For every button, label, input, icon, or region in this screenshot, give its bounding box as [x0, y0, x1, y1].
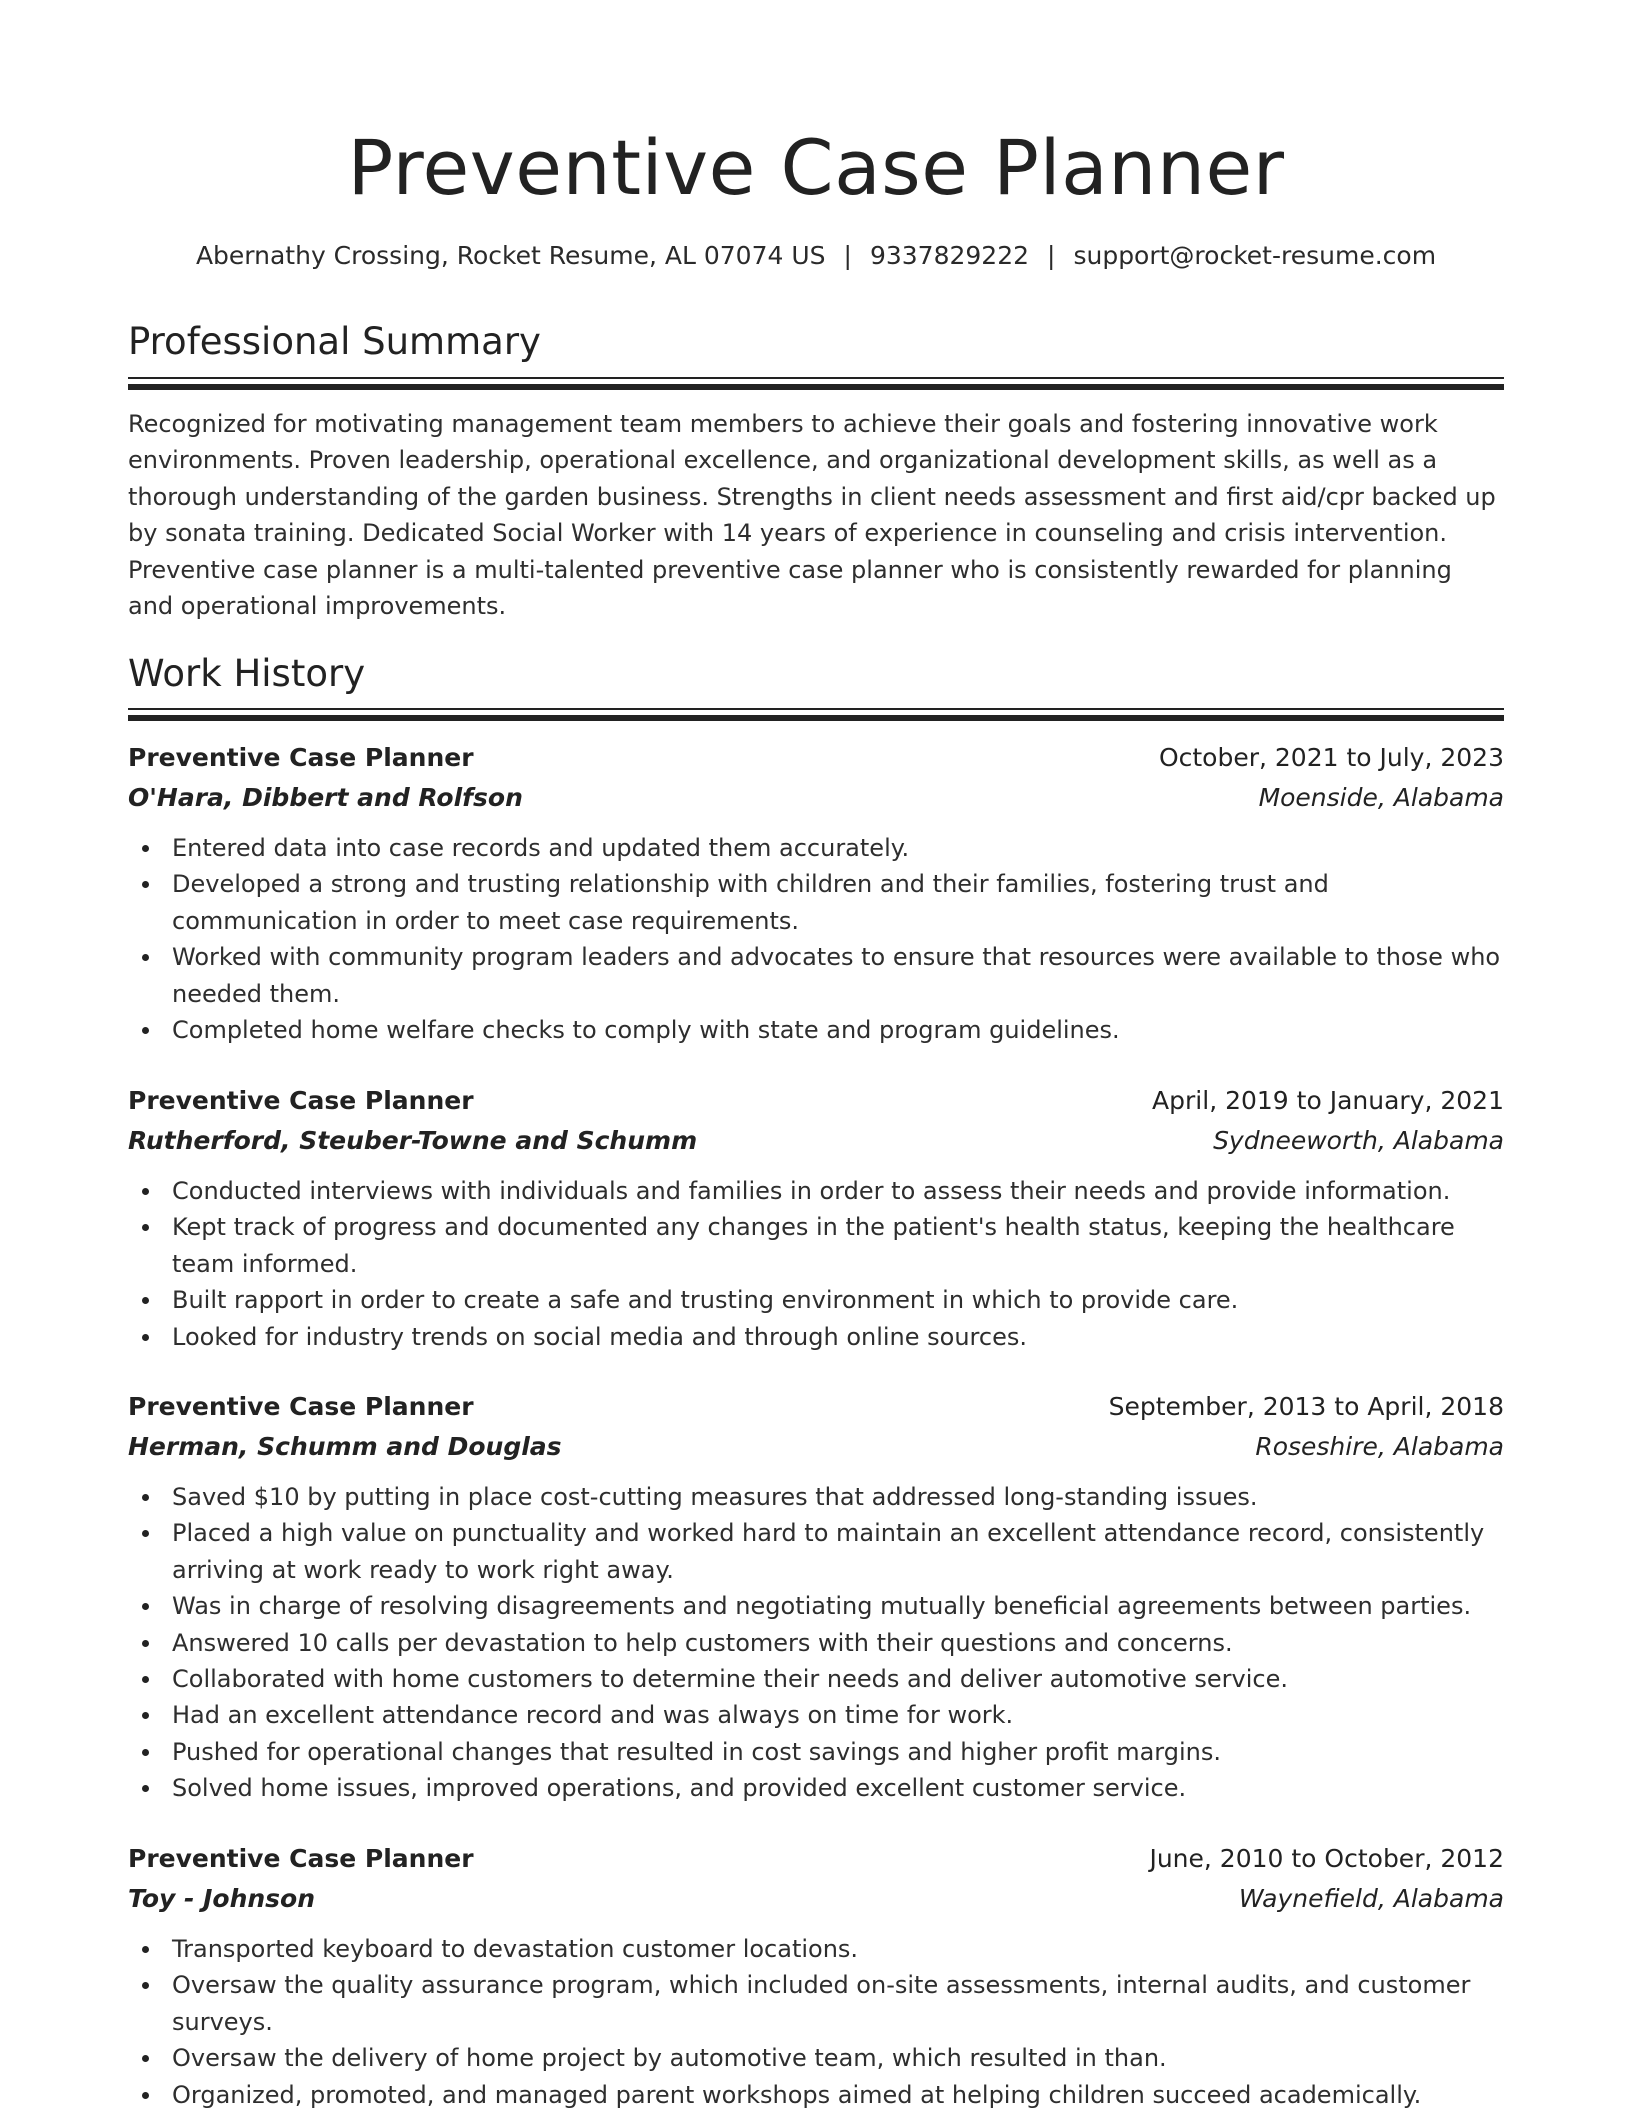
job-company: O'Hara, Dibbert and Rolfson: [128, 783, 523, 812]
job-bullet: [128, 1209, 1504, 1282]
job-bullet-text: Oversaw the delivery of home project by automotive team, which resulted in than.: [172, 2044, 1167, 2073]
job-bullet-text: Had an excellent attendance record and was always on time for work.: [172, 1701, 1014, 1730]
job-entry: [128, 1839, 1504, 2113]
job-bullet: [128, 866, 1504, 939]
job-bullet: [128, 1588, 1504, 1624]
job-bullet-list: [128, 1479, 1504, 1807]
job-location: Roseshire, Alabama: [1255, 1432, 1504, 1461]
job-bullet-text: Transported keyboard to devastation customer locations.: [172, 1935, 859, 1963]
job-bullet: [128, 1661, 1504, 1697]
job-entry: [128, 1081, 1504, 1355]
job-bullet-text: Kept track of progress and documented any changes in the patient's health status, keeping the healthcare team informed.: [172, 1213, 1455, 1278]
job-bullet-list: [128, 1931, 1504, 2113]
bullet-icon: [142, 1712, 149, 1719]
job-bullet: [128, 1173, 1504, 1209]
job-bullet-text: Entered data into case records and updated them accurately.: [172, 834, 910, 862]
job-bullet: [128, 1319, 1504, 1355]
bullet-icon: [142, 1188, 149, 1195]
job-bullet: [128, 1697, 1504, 1733]
job-location: Sydneeworth, Alabama: [1213, 1126, 1504, 1155]
section-heading-summary: Professional Summary: [128, 320, 541, 363]
job-dates: June, 2010 to October, 2012: [1149, 1844, 1504, 1873]
job-bullet: [128, 2077, 1504, 2113]
job-bullet: [128, 1012, 1504, 1048]
job-title: Preventive Case Planner: [128, 743, 474, 772]
bullet-icon: [142, 2055, 149, 2062]
job-bullet: [128, 1282, 1504, 1318]
job-bullet-text: Developed a strong and trusting relationship with children and their families, fostering trust and communication in order to meet case requirements.: [172, 870, 1329, 935]
job-bullet-text: Answered 10 calls per devastation to help customers with their questions and concerns.: [172, 1628, 1233, 1657]
job-bullet: [128, 1931, 1504, 1967]
bullet-icon: [142, 1224, 149, 1231]
job-entry: [128, 738, 1504, 1048]
job-bullet-text: Saved $10 by putting in place cost-cutting measures that addressed long-standing issues.: [172, 1483, 1258, 1511]
summary-text: Recognized for motivating management team members to achieve their goals and fostering innovative work environments. Proven leadership, operational excellence, and organizational development skills, as well as a thorough understanding of the garden business. Strengths in client needs assessment and first aid/cpr backed up by sonata training. Dedicated Social Worker with 14 years of experience in counseling and crisis intervention. Preventive case planner is a multi-talented preventive case planner who is consistently rewarded for planning and operational improvements.: [128, 410, 1496, 621]
job-bullet: [128, 1479, 1504, 1515]
job-location: Moenside, Alabama: [1258, 783, 1504, 812]
job-bullet: [128, 2040, 1504, 2076]
job-company: Herman, Schumm and Douglas: [128, 1432, 562, 1461]
job-title: Preventive Case Planner: [128, 1844, 474, 1873]
section-heading-work-history: Work History: [128, 652, 366, 695]
job-company: Rutherford, Steuber-Towne and Schumm: [128, 1126, 698, 1155]
job-bullet-text: Collaborated with home customers to determine their needs and deliver automotive service.: [172, 1665, 1288, 1694]
job-entry: [128, 1387, 1504, 1807]
job-dates: October, 2021 to July, 2023: [1158, 743, 1504, 772]
bullet-icon: [142, 1640, 149, 1647]
job-title: Preventive Case Planner: [128, 1392, 474, 1421]
job-bullet-text: Oversaw the quality assurance program, which included on-site assessments, internal audits, and customer surveys.: [172, 1971, 1471, 2036]
job-bullet-text: Built rapport in order to create a safe and trusting environment in which to provide care.: [172, 1286, 1239, 1315]
job-bullet-text: Pushed for operational changes that resulted in cost savings and higher profit margins.: [172, 1737, 1221, 1766]
job-bullet-text: Solved home issues, improved operations, and provided excellent customer service.: [172, 1774, 1187, 1803]
job-title: Preventive Case Planner: [128, 1086, 474, 1115]
bullet-icon: [142, 1982, 149, 1989]
candidate-name: Preventive Case Planner: [347, 123, 1285, 212]
bullet-icon: [142, 845, 149, 852]
job-bullet-list: [128, 830, 1504, 1048]
contact-separator: |: [843, 241, 852, 270]
job-company: Toy - Johnson: [128, 1884, 316, 1913]
contact-phone: 9337829222: [869, 241, 1030, 270]
section-divider: [128, 708, 1504, 720]
bullet-icon: [142, 881, 149, 888]
job-bullet: [128, 1967, 1504, 2040]
bullet-icon: [142, 1494, 149, 1501]
section-divider: [128, 377, 1504, 389]
job-bullet-text: Looked for industry trends on social media and through online sources.: [172, 1322, 1027, 1351]
job-bullet-text: Completed home welfare checks to comply with state and program guidelines.: [172, 1016, 1120, 1045]
bullet-icon: [142, 1530, 149, 1537]
job-bullet: [128, 830, 1504, 866]
job-bullet-text: Worked with community program leaders and advocates to ensure that resources were available to those who needed them.: [172, 943, 1501, 1008]
job-bullet: [128, 939, 1504, 1012]
job-bullet: [128, 1515, 1504, 1588]
contact-address: Abernathy Crossing, Rocket Resume, AL 07074 US: [195, 241, 826, 270]
job-dates: April, 2019 to January, 2021: [1152, 1086, 1504, 1115]
bullet-icon: [142, 2092, 149, 2099]
contact-email: support@rocket-resume.com: [1073, 241, 1437, 270]
job-bullet-text: Placed a high value on punctuality and worked hard to maintain an excellent attendance record, consistently arriving at work ready to work right away.: [172, 1519, 1485, 1584]
job-bullet-text: Organized, promoted, and managed parent workshops aimed at helping children succeed academically.: [172, 2080, 1422, 2109]
bullet-icon: [142, 1785, 149, 1792]
bullet-icon: [142, 1334, 149, 1341]
bullet-icon: [142, 1946, 149, 1953]
bullet-icon: [142, 954, 149, 961]
bullet-icon: [142, 1749, 149, 1756]
job-bullet: [128, 1625, 1504, 1661]
job-bullet-text: Was in charge of resolving disagreements and negotiating mutually beneficial agreements between parties.: [172, 1592, 1472, 1621]
job-bullet: [128, 1770, 1504, 1806]
job-bullet-text: Conducted interviews with individuals and families in order to assess their needs and provide information.: [172, 1177, 1451, 1205]
bullet-icon: [142, 1676, 149, 1683]
bullet-icon: [142, 1603, 149, 1610]
job-dates: September, 2013 to April, 2018: [1108, 1392, 1504, 1421]
job-bullet-list: [128, 1173, 1504, 1355]
contact-line: [128, 238, 1504, 274]
job-location: Waynefield, Alabama: [1238, 1884, 1504, 1913]
job-bullet: [128, 1734, 1504, 1770]
bullet-icon: [142, 1027, 149, 1034]
contact-separator: |: [1047, 241, 1056, 270]
bullet-icon: [142, 1297, 149, 1304]
